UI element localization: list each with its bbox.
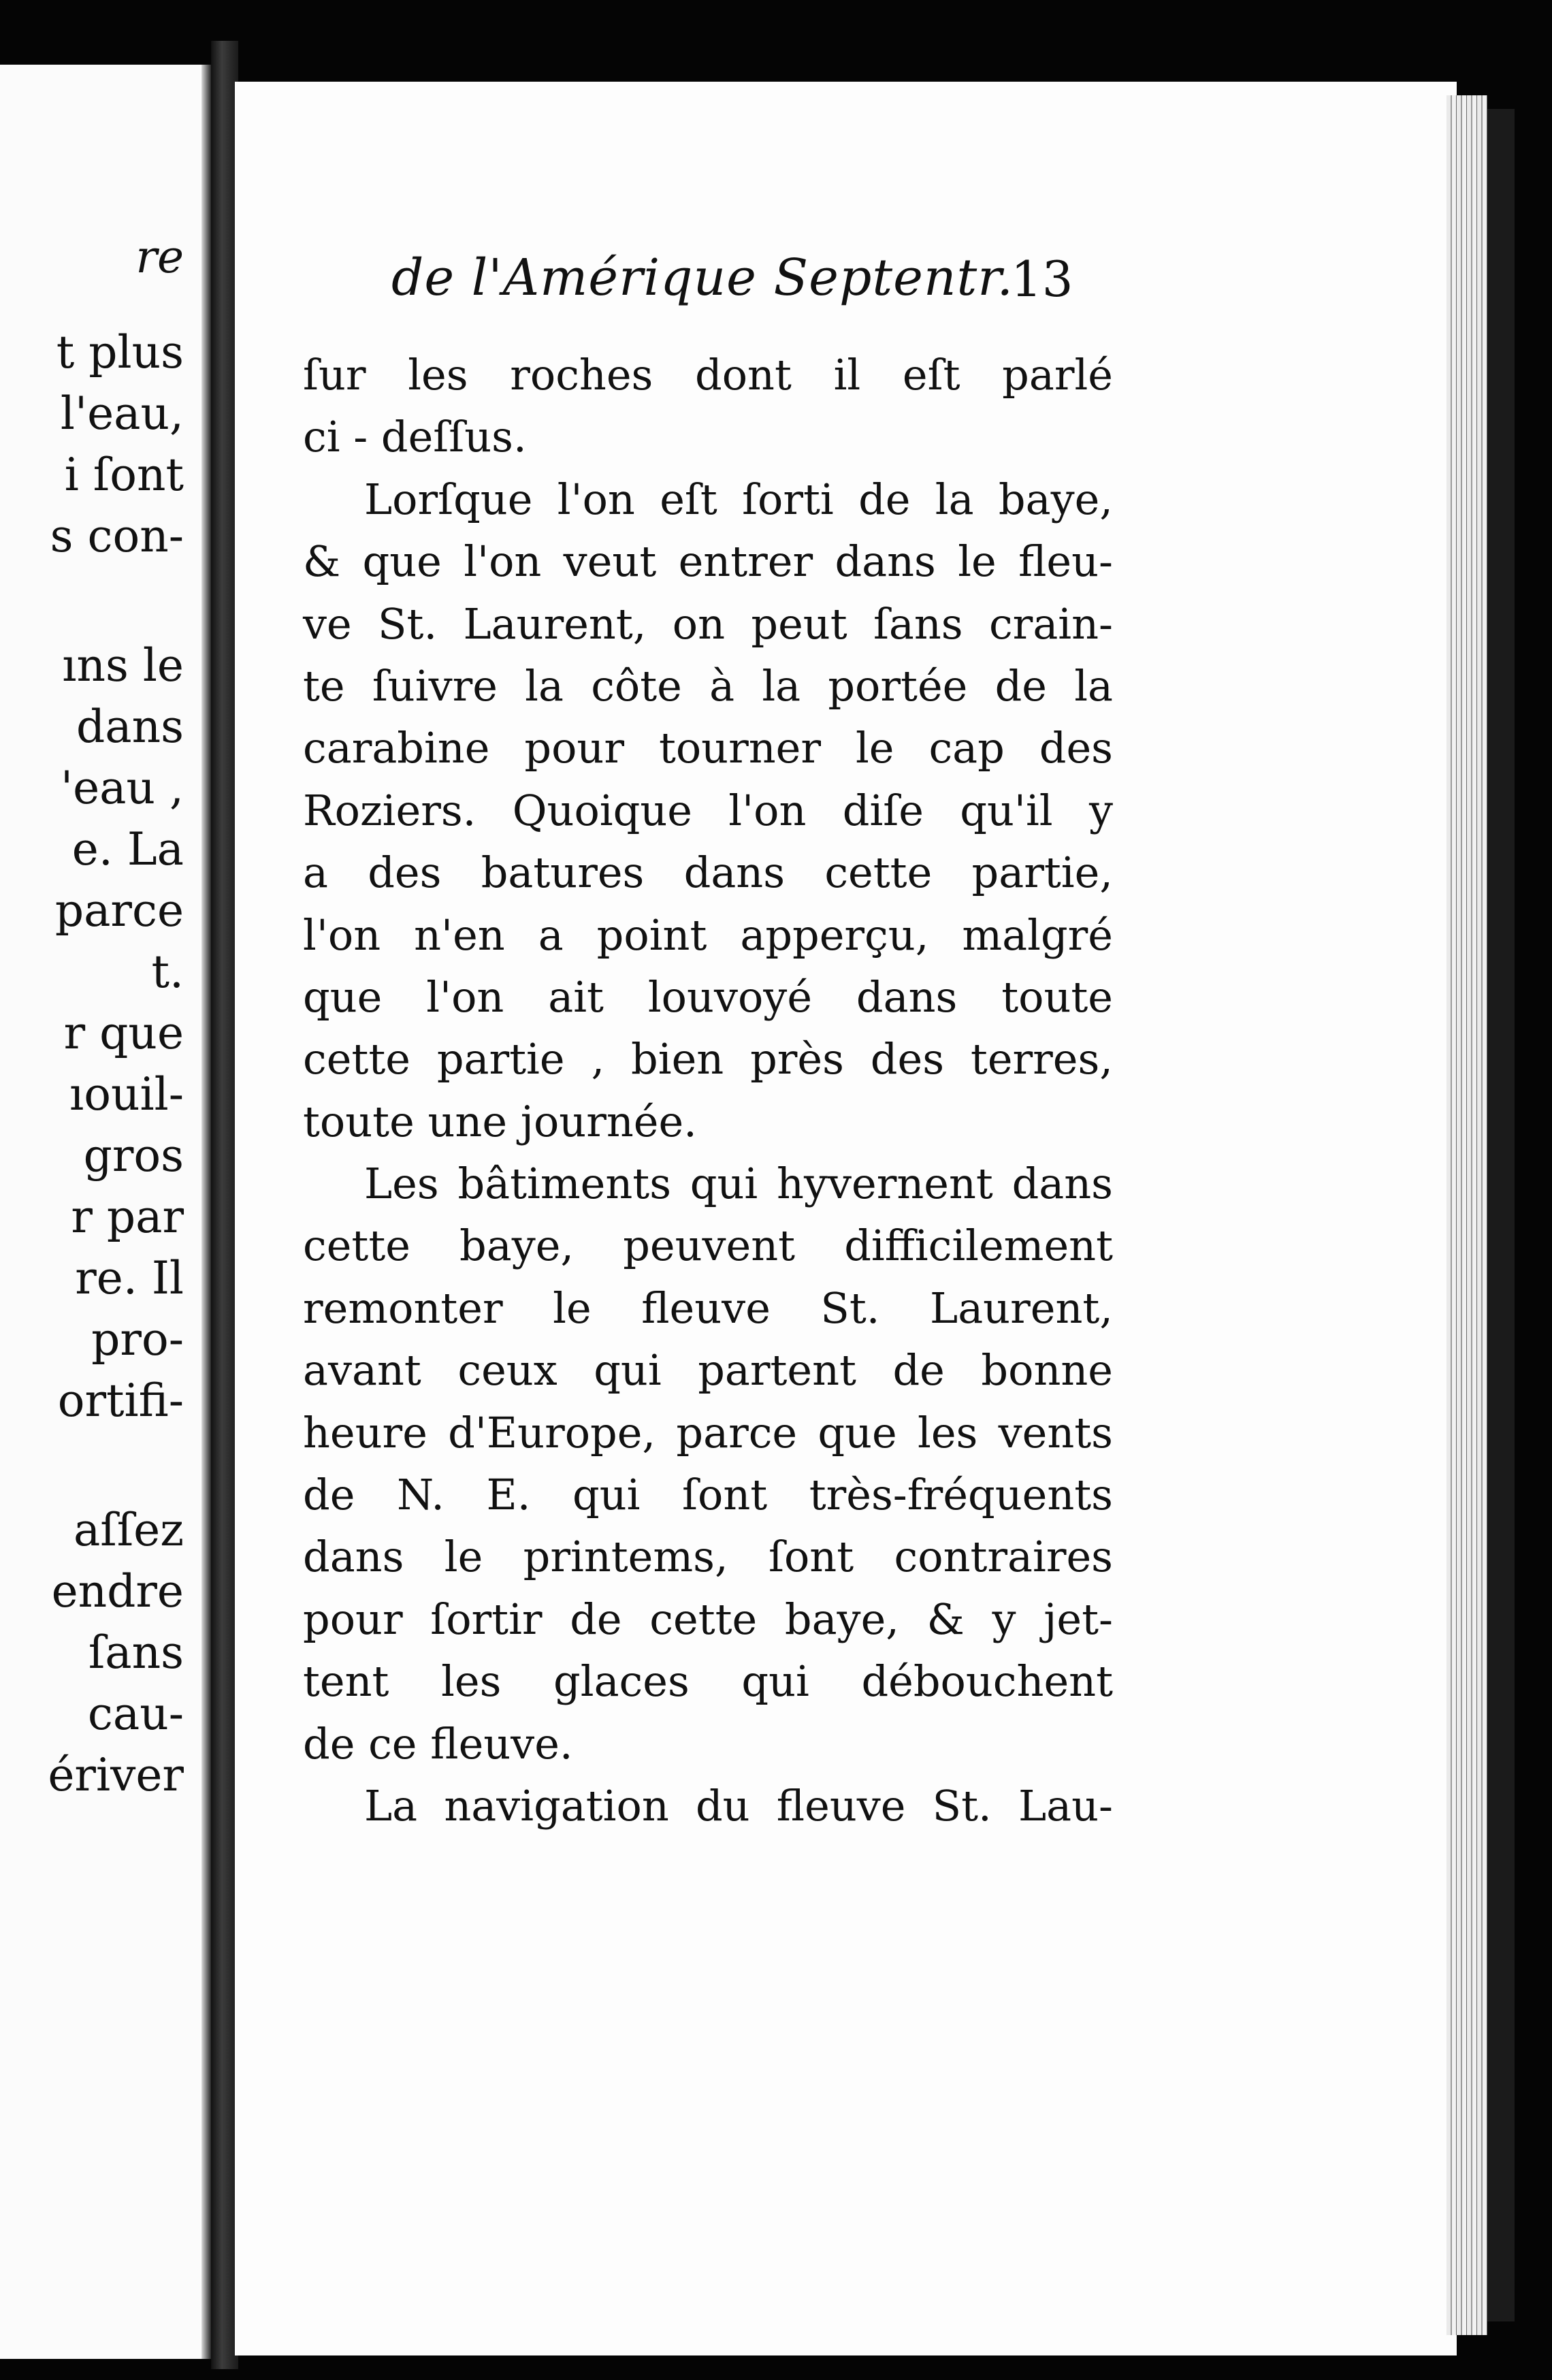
text-line: ſur les roches dont il eſt parlé [303, 350, 1113, 400]
page-fore-edge [1446, 95, 1487, 2335]
left-page-edge [201, 65, 211, 2359]
left-page-line: aſſez [73, 1504, 184, 1556]
left-page-line: 'eau , [60, 762, 184, 814]
left-page-line: gros [83, 1129, 184, 1182]
left-page-line: l'eau, [60, 387, 184, 440]
text-line: de ce fleuve. [303, 1718, 573, 1769]
text-line: cette baye, peuvent difficilement [303, 1221, 1113, 1271]
body-text [303, 344, 1113, 1837]
text-line: a des batures dans cette partie, [303, 848, 1113, 898]
text-line: pour ſortir de cette baye, & y jet- [303, 1594, 1113, 1644]
text-line: tent les glaces qui débouchent [303, 1656, 1113, 1707]
left-page-line: ortifi- [57, 1374, 184, 1427]
text-line: dans le printems, ſont contraires [303, 1532, 1113, 1582]
left-page-line: r par [71, 1191, 184, 1243]
text-line: heure d'Europe, parce que les vents [303, 1407, 1113, 1458]
left-page-line: dans [76, 701, 184, 753]
left-page-line: cau- [87, 1688, 184, 1740]
left-page-line: ıouil- [69, 1068, 184, 1121]
left-page-line: ıns le [62, 639, 184, 692]
text-line: ci - deſſus. [303, 412, 527, 462]
page-number: 13 [1011, 251, 1073, 308]
left-page-line: r que [63, 1007, 184, 1059]
book-gutter [211, 41, 238, 2369]
text-line: Les bâtiments qui hyvernent dans [364, 1159, 1113, 1209]
text-line: Roziers. Quoique l'on diſe qu'il y [303, 785, 1113, 835]
left-page-line: e. La [71, 823, 184, 875]
text-line: carabine pour tourner le cap des [303, 723, 1113, 773]
text-line: avant ceux qui partent de bonne [303, 1345, 1113, 1396]
text-line: que l'on ait louvoyé dans toute [303, 971, 1113, 1022]
text-line: remonter le fleuve St. Laurent, [303, 1283, 1113, 1333]
running-head: de l'Amérique Septentr. [391, 248, 1014, 307]
text-line: te ſuivre la côte à la portée de la [303, 660, 1113, 711]
left-page-line: t. [151, 946, 184, 998]
left-page-line: s con- [50, 510, 184, 562]
left-page-line: parce [54, 884, 184, 937]
left-page-line: re. Il [75, 1252, 184, 1304]
text-line: l'on n'en a point apperçu, malgré [303, 910, 1113, 960]
left-page-line: pro- [91, 1313, 184, 1366]
left-page-line: t plus [56, 326, 184, 379]
text-line: ve St. Laurent, on peut ſans crain- [303, 598, 1113, 649]
left-page-line: i ſont [64, 449, 184, 501]
text-line: La navigation du fleuve St. Lau- [364, 1780, 1113, 1831]
page-fore-edge-shadow [1487, 109, 1515, 2321]
left-page-line: ſans [88, 1626, 184, 1679]
left-page [0, 65, 211, 2359]
left-page-line: re [135, 231, 184, 283]
text-line: cette partie , bien près des terres, [303, 1034, 1113, 1084]
text-line: de N. E. qui ſont très-fréquents [303, 1470, 1113, 1520]
left-page-line: ériver [48, 1749, 184, 1801]
left-page-line: endre [51, 1565, 184, 1618]
text-line: toute une journée. [303, 1096, 697, 1146]
text-line: & que l'on veut entrer dans le fleu- [303, 536, 1113, 587]
text-line: Lorſque l'on eſt ſorti de la baye, [364, 474, 1113, 524]
